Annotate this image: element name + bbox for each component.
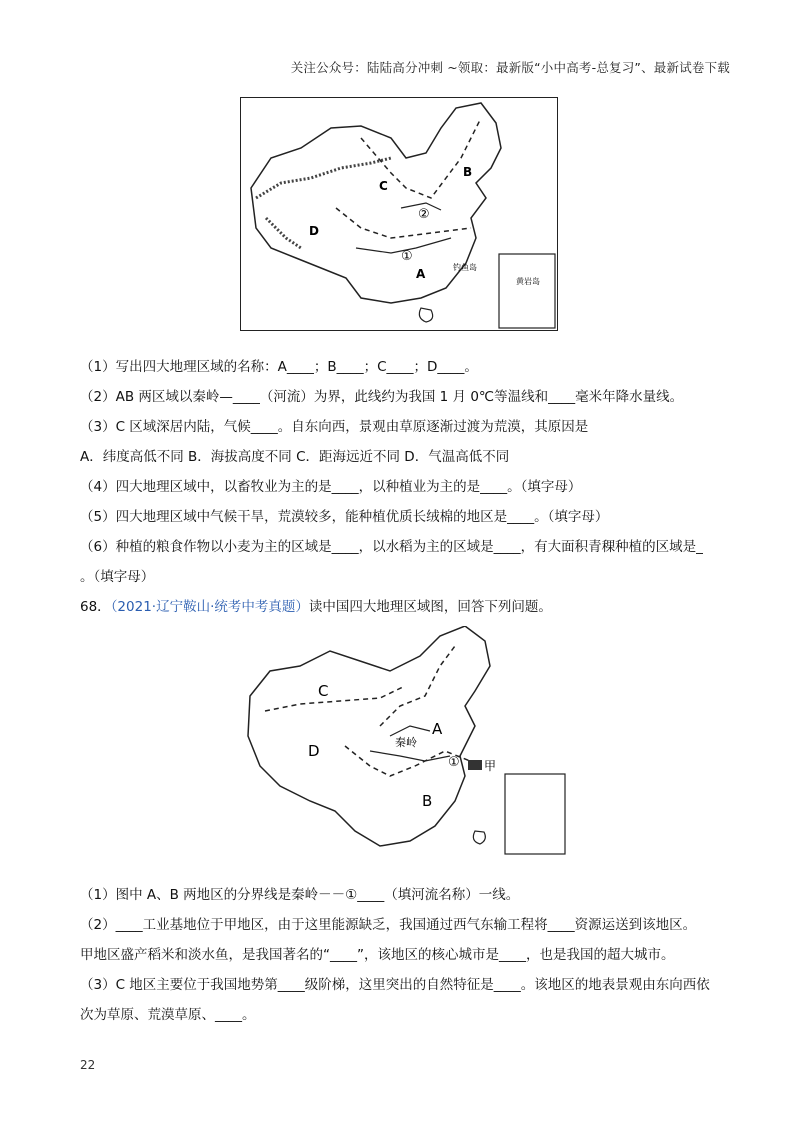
q68-line-5: 次为草原、荒漠草原、____。 [80,1007,256,1023]
q68-line-4: （3）C 地区主要位于我国地势第____级阶梯，这里突出的自然特征是____。该地区的地表景观由东向西依 [80,977,710,993]
q68-header [80,597,552,617]
q67-line-2: （2）AB 两区域以秦岭—____（河流）为界，此线约为我国 1 月 0℃等温线和____毫米年降水量线。 [80,389,684,405]
q68-number: 68． [80,599,111,615]
china-regions-map-1 [240,97,558,331]
map2-label-b: B [422,792,433,810]
q67-line-7: （6）种植的粮食作物以小麦为主的区域是____，以水稻为主的区域是____，有大面积青稞种植的区域是_ [80,539,703,555]
map2-label-d: D [308,742,320,760]
map2-qinling-label: 秦岭 [395,736,417,749]
q68-source: （2021·辽宁鞍山·统考中考真题） [110,599,309,615]
map2-label-c: C [318,682,329,700]
map2-circle-1: ① [448,755,460,770]
map1-island-label: 钓鱼岛 [453,263,477,272]
page-header: 关注公众号：陆陆高分冲刺 ~领取：最新版“小中高考-总复习”、最新试卷下载 [290,60,730,75]
q67-line-6: （5）四大地理区域中气候干旱，荒漠较多，能种植优质长绒棉的地区是____。（填字母） [80,509,609,525]
map1-inset-label: 黄岩岛 [516,277,540,286]
map1-circle-2: ② [418,207,430,222]
q68-line-1: （1）图中 A、B 两地区的分界线是秦岭－－①____（填河流名称）一线。 [80,887,520,903]
q68-line-3: 甲地区盛产稻米和淡水鱼，是我国著名的“____”，该地区的核心城市是____，也是我国的超大城市。 [80,947,675,963]
q67-line-1: （1）写出四大地理区域的名称：A____；B____；C____；D____。 [80,359,478,375]
map1-circle-1: ① [401,249,413,264]
q67-line-8: 。（填字母） [80,569,155,585]
q67-line-3: （3）C 区域深居内陆，气候____。自东向西，景观由草原逐渐过渡为荒漠，其原因是 [80,419,589,435]
map1-label-b: B [463,165,473,179]
china-outline-map-1 [241,98,557,330]
q68-stem: 读中国四大地理区域图，回答下列问题。 [308,599,552,615]
q67-line-5: （4）四大地理区域中，以畜牧业为主的是____，以种植业为主的是____。（填字母） [80,479,582,495]
map1-label-a: A [416,267,426,281]
page-number: 22 [80,1058,96,1072]
q68-line-2: （2）____工业基地位于甲地区，由于这里能源缺乏，我国通过西气东输工程将____资源运送到该地区。 [80,917,697,933]
map2-label-a: A [432,720,443,738]
map2-jia-label: 甲 [484,759,497,773]
china-regions-map-2 [240,626,570,856]
q67-line-4: A．纬度高低不同 B．海拔高度不同 C．距海远近不同 D．气温高低不同 [80,449,510,465]
map1-label-d: D [309,224,319,238]
china-outline-map-2 [240,626,570,856]
map1-label-c: C [379,179,388,193]
